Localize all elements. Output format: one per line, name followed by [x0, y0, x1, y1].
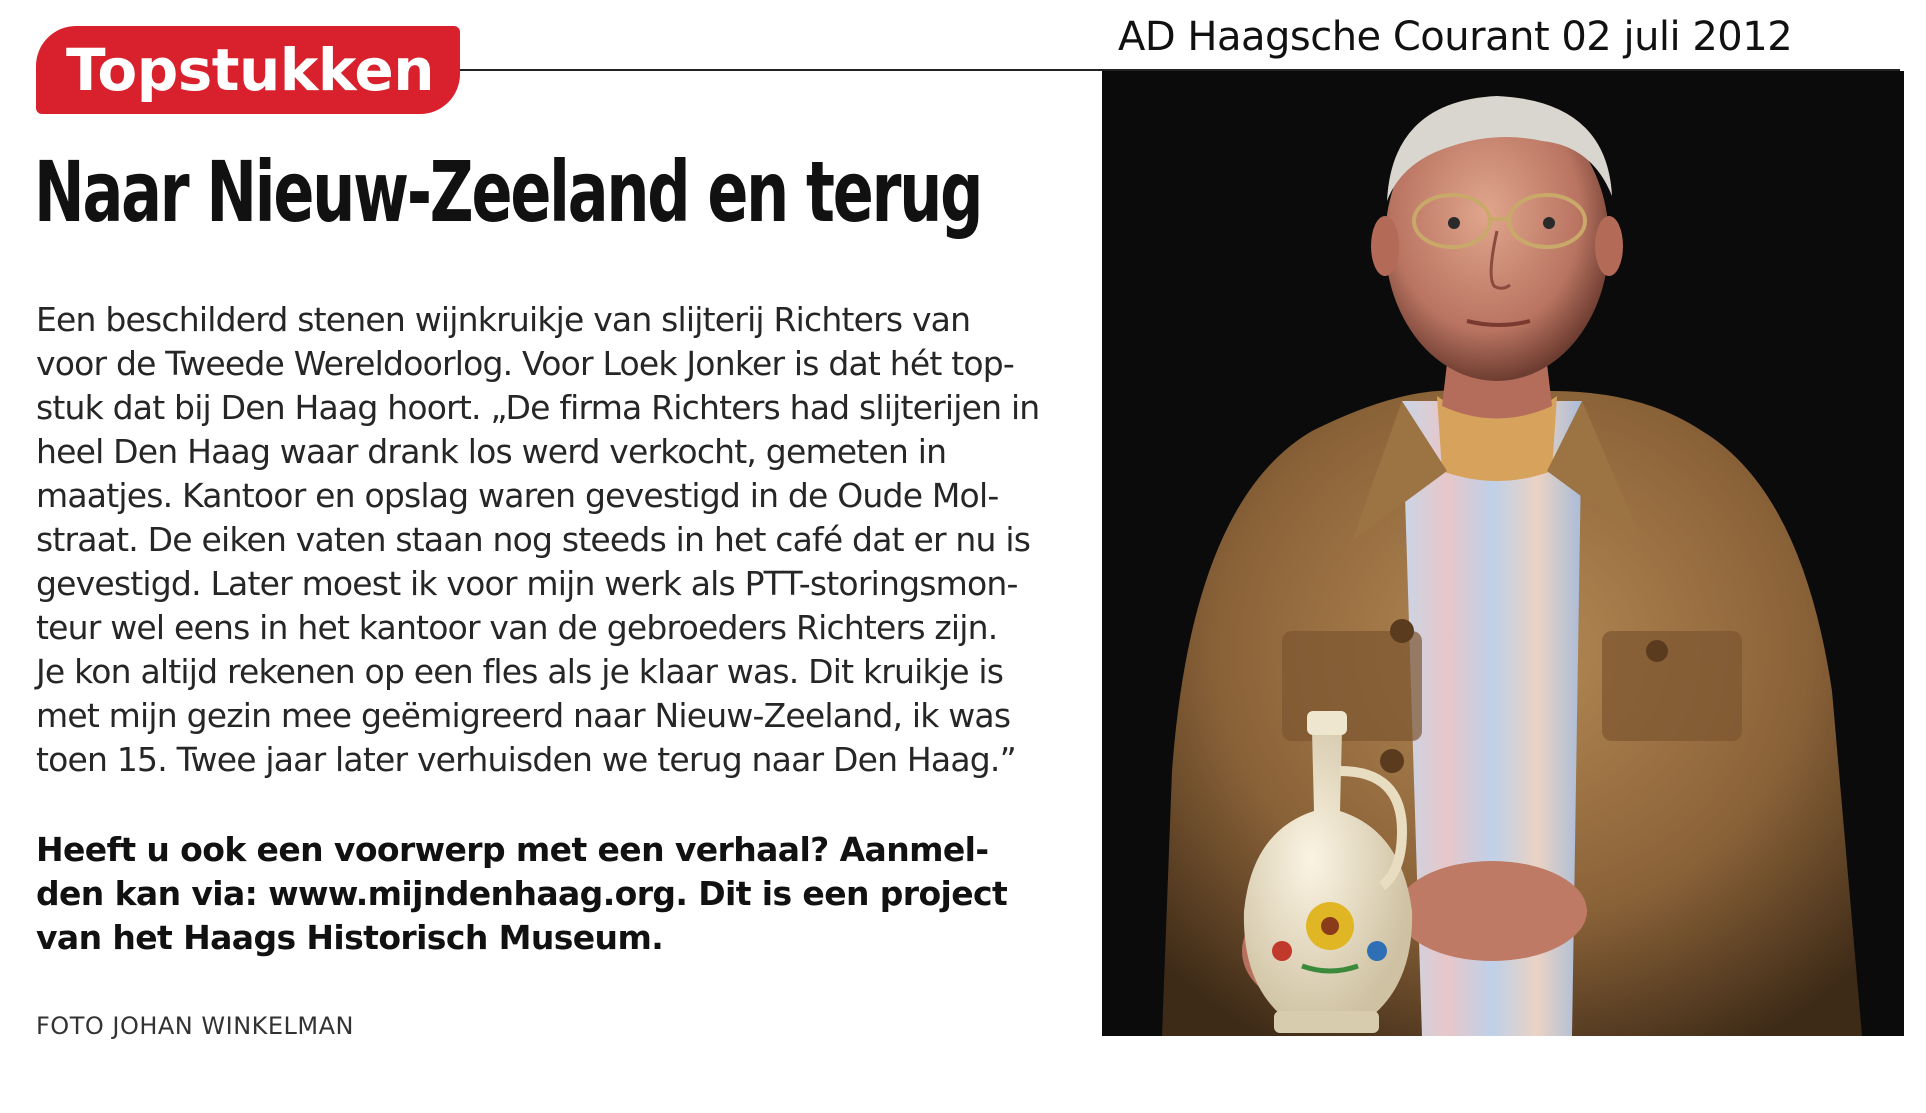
article-body [36, 298, 1096, 782]
photo-credit: FOTO JOHAN WINKELMAN [36, 1012, 355, 1040]
cta-line: den kan via: www.mijndenhaag.org. Dit is een project [36, 874, 1008, 913]
body-line: met mijn gezin mee geëmigreerd naar Nieuw-Zeeland, ik was [36, 696, 1011, 735]
body-line: straat. De eiken vaten staan nog steeds in het café dat er nu is [36, 520, 1031, 559]
body-line: teur wel eens in het kantoor van de gebroeders Richters zijn. [36, 608, 998, 647]
body-line: toen 15. Twee jaar later verhuisden we terug naar Den Haag.” [36, 740, 1016, 779]
section-badge [36, 26, 460, 114]
body-line: maatjes. Kantoor en opslag waren gevestigd in de Oude Mol- [36, 476, 999, 515]
body-line: voor de Tweede Wereldoorlog. Voor Loek Jonker is dat hét top- [36, 344, 1014, 383]
headline: Naar Nieuw-Zeeland en terug [34, 143, 982, 241]
article-photo [1102, 71, 1904, 1036]
source-line: AD Haagsche Courant 02 juli 2012 [1118, 14, 1793, 60]
body-line: Je kon altijd rekenen op een fles als je klaar was. Dit kruikje is [36, 652, 1004, 691]
cta-line: Heeft u ook een voorwerp met een verhaal? Aanmel- [36, 830, 989, 869]
portrait-illustration [1102, 71, 1904, 1036]
cta-line: van het Haags Historisch Museum. [36, 918, 664, 957]
body-line: gevestigd. Later moest ik voor mijn werk als PTT-storingsmon- [36, 564, 1018, 603]
call-to-action [36, 828, 1096, 960]
body-line: heel Den Haag waar drank los werd verkocht, gemeten in [36, 432, 947, 471]
body-line: Een beschilderd stenen wijnkruikje van slijterij Richters van [36, 300, 971, 339]
section-label: Topstukken [66, 36, 434, 104]
body-line: stuk dat bij Den Haag hoort. „De firma Richters had slijterijen in [36, 388, 1040, 427]
